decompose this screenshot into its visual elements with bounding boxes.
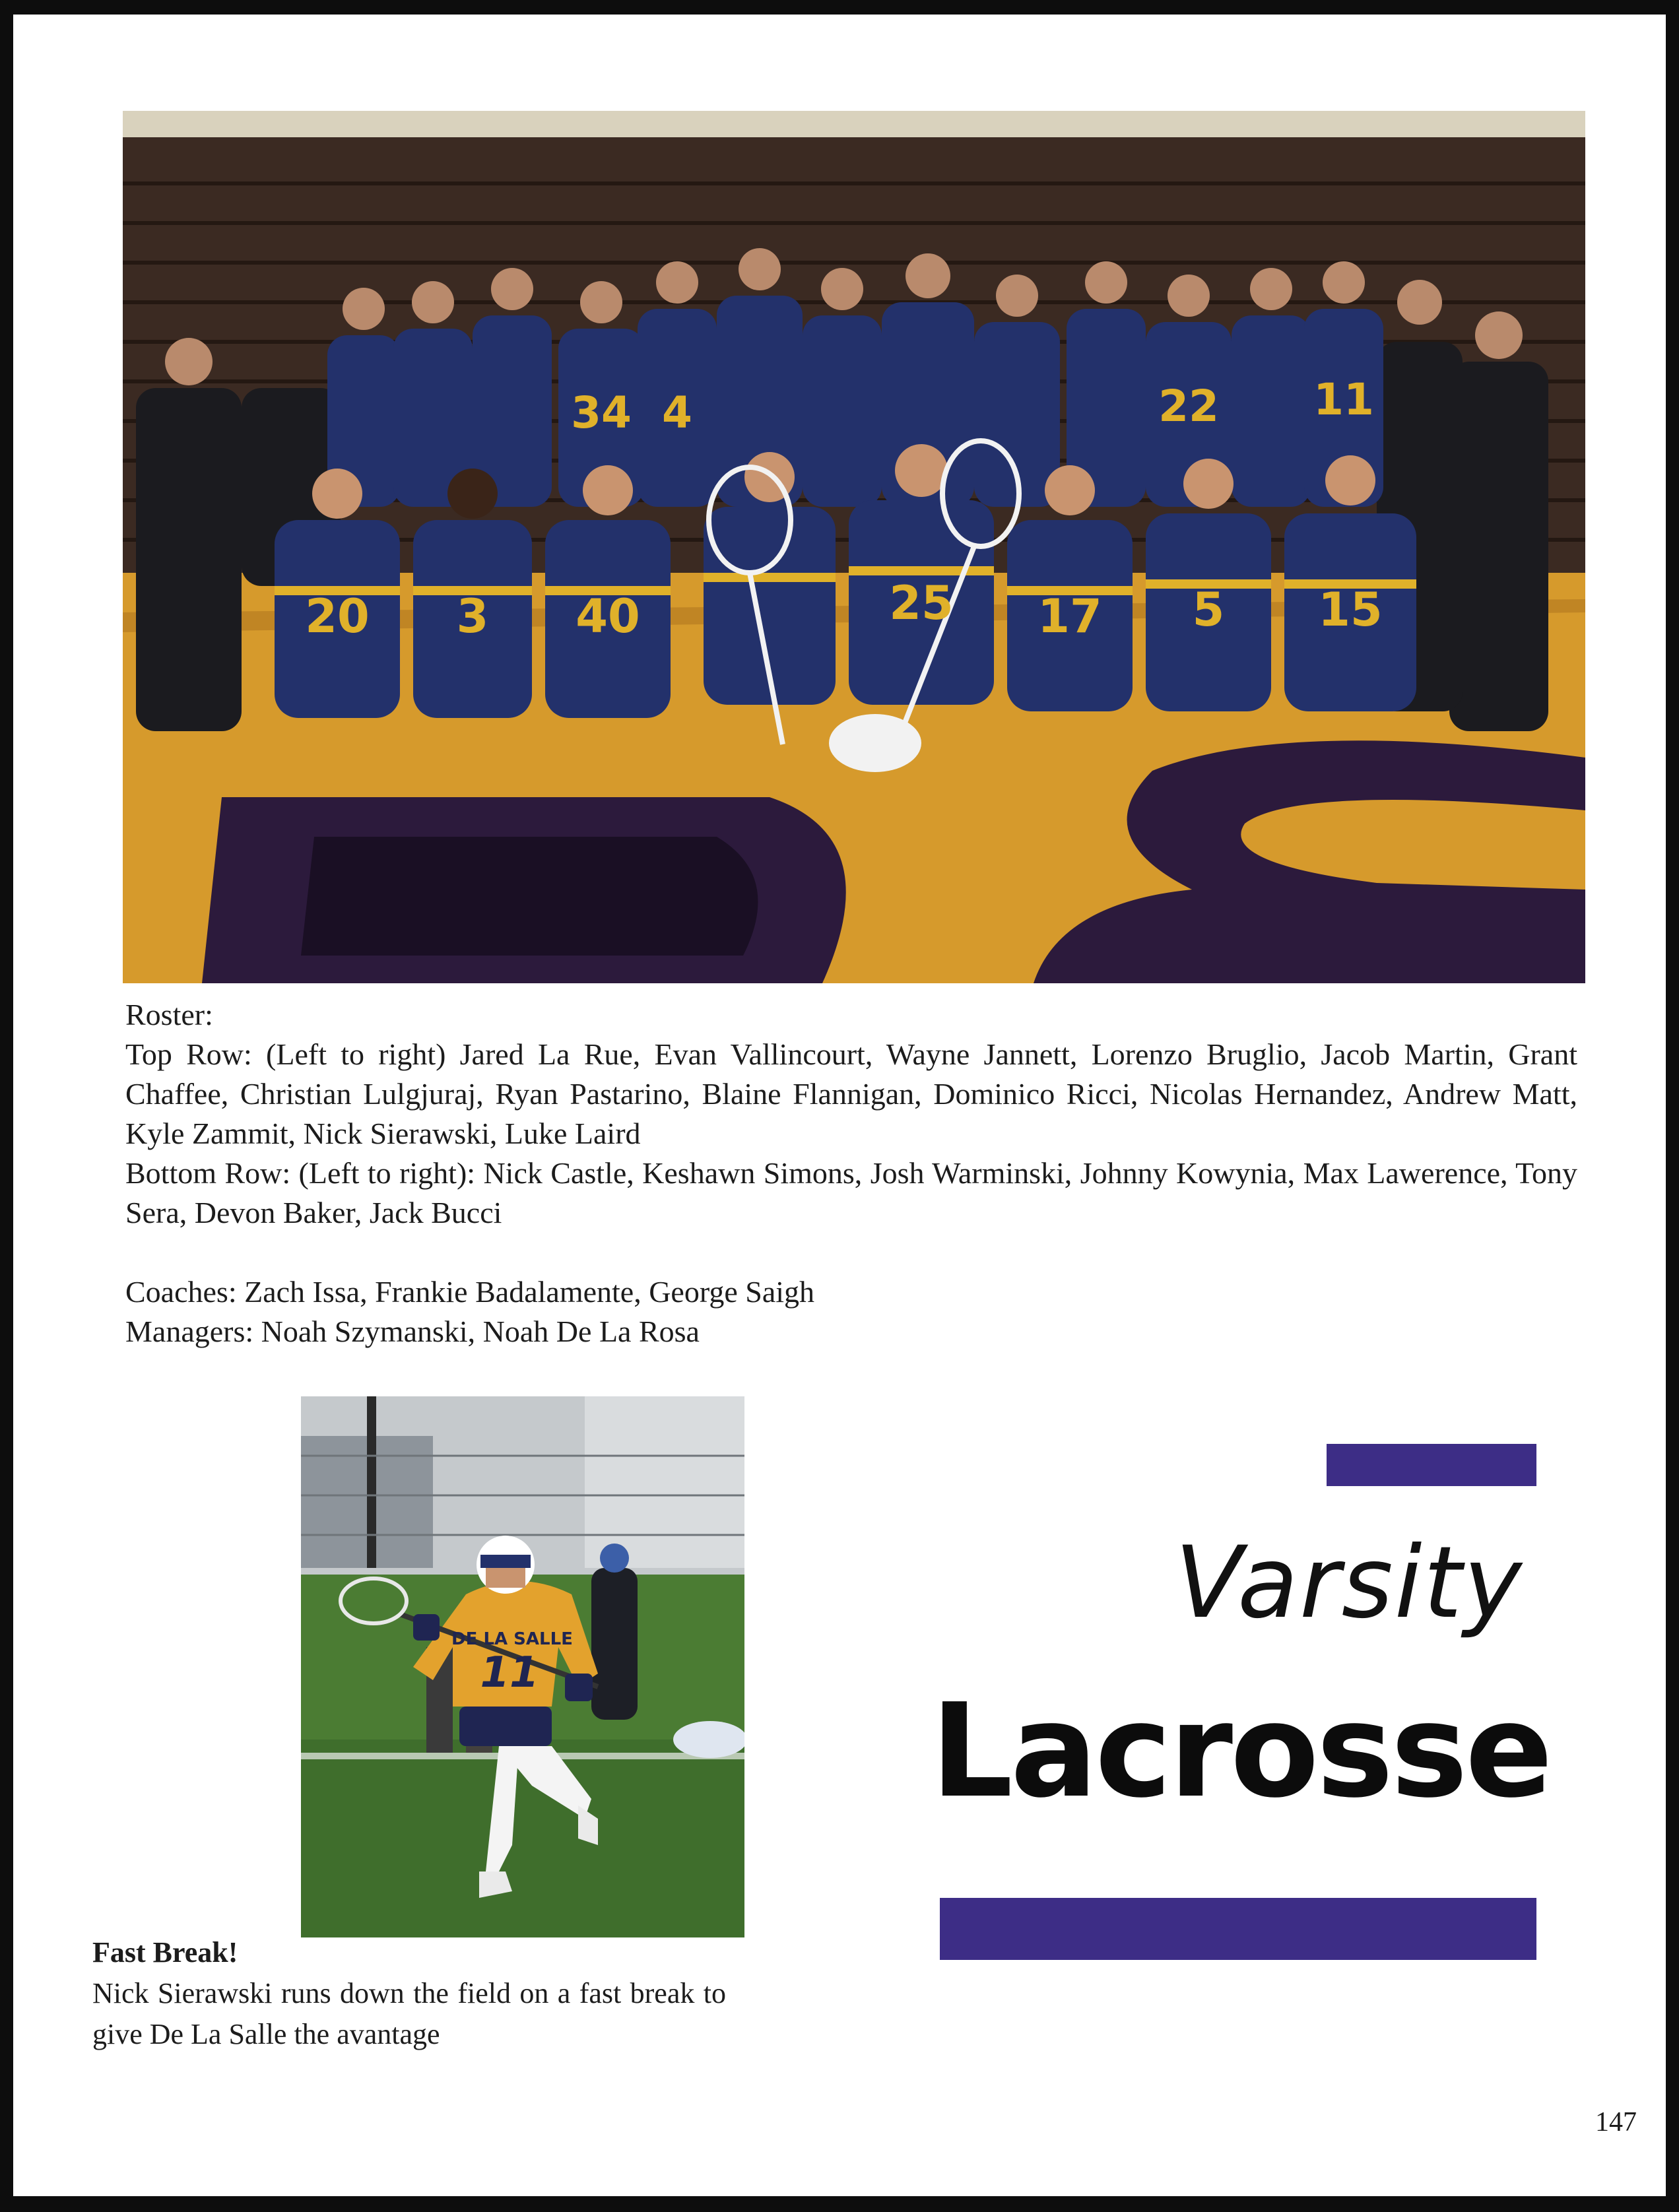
team-jersey-number: 34: [571, 387, 632, 438]
roster-block: [125, 995, 1577, 1351]
team-jersey-number: 15: [1318, 583, 1383, 637]
roster-spacer: [125, 1233, 1577, 1272]
roster-coaches: Coaches: Zach Issa, Frankie Badalamente, George Saigh: [125, 1275, 815, 1309]
team-jersey-number: 5: [1192, 583, 1225, 637]
team-jersey-number: 40: [576, 589, 640, 643]
roster-top-row: Top Row: (Left to right) Jared La Rue, Evan Vallincourt, Wayne Jannett, Lorenzo Bruglio, Jacob Martin, Grant Chaffee, Christian Lulgjuraj, Ryan Pastarino, Blaine Flannigan, Dominico Ricci, Nicolas Hernandez, Andrew Matt, Kyle Zammit, Nick Sierawski, Luke Laird: [125, 1037, 1577, 1150]
team-photo-image: [123, 111, 1585, 983]
yearbook-page: [13, 15, 1666, 2196]
title-lacrosse: Lacrosse: [931, 1676, 1550, 1827]
team-jersey-number: 22: [1158, 381, 1219, 432]
team-jersey-number: 17: [1037, 589, 1102, 643]
caption-title: Fast Break!: [92, 1936, 238, 1968]
page-number: 147: [1595, 2107, 1637, 2137]
team-jersey-number: 25: [889, 576, 954, 630]
team-jersey-number: 20: [305, 589, 370, 643]
roster-bottom-row: Bottom Row: (Left to right): Nick Castle, Keshawn Simons, Josh Warminski, Johnny Kowynia, Max Lawerence, Tony Sera, Devon Baker, Jack Bucci: [125, 1156, 1577, 1229]
accent-bar-top: [1327, 1444, 1536, 1486]
team-jersey-number: 11: [1313, 374, 1374, 425]
team-jersey-number: 3: [456, 589, 489, 643]
team-photo: [123, 111, 1585, 983]
title-varsity: Varsity: [1175, 1526, 1524, 1641]
roster-managers: Managers: Noah Szymanski, Noah De La Rosa: [125, 1315, 700, 1348]
team-jersey-number: 4: [662, 387, 692, 438]
action-jersey-number: 11: [480, 1648, 539, 1697]
caption-body: Nick Sierawski runs down the field on a fast break to give De La Salle the avantage: [92, 1977, 726, 2050]
action-photo-image: [301, 1396, 744, 1937]
action-jersey-text: DE LA SALLE: [451, 1629, 573, 1649]
action-photo: [301, 1396, 744, 1937]
roster-heading: Roster:: [125, 998, 213, 1031]
photo-caption: [92, 1932, 726, 2055]
accent-bar-bottom: [940, 1898, 1536, 1960]
